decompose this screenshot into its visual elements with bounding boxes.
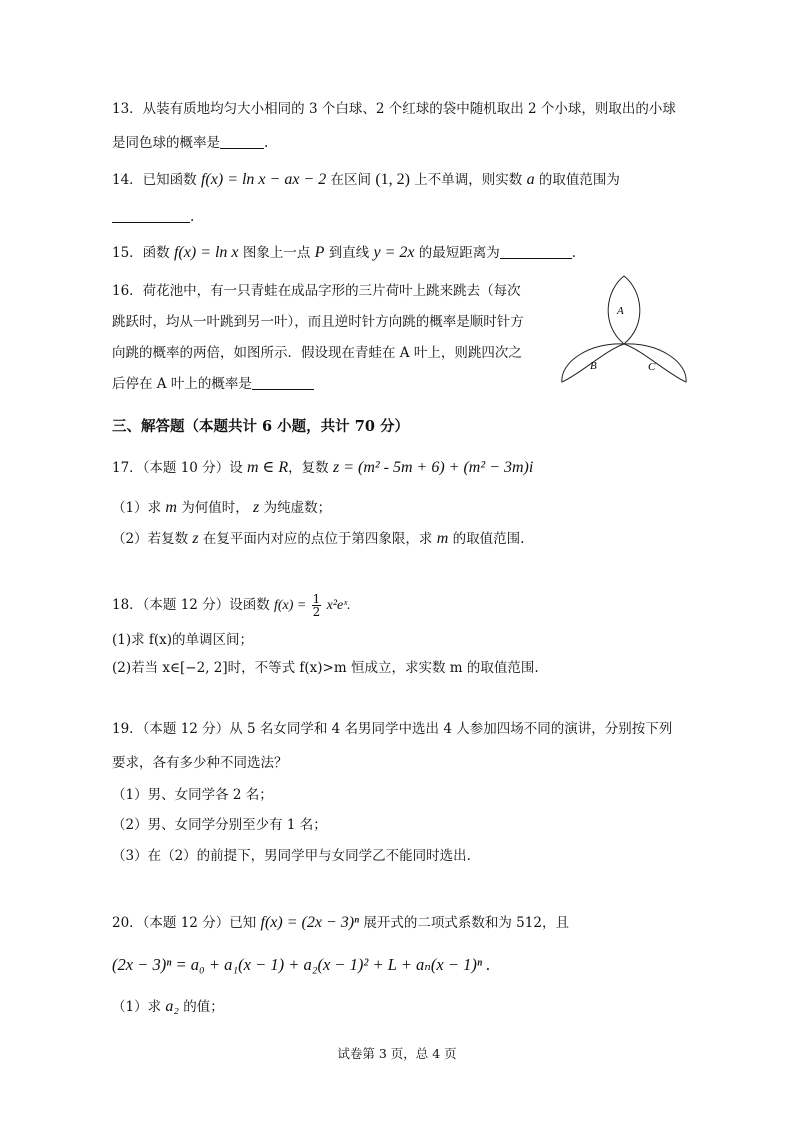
q19-line1: 19．（本题 12 分）从 5 名女同学和 4 名男同学中选出 4 人参加四场不同的演讲，分别按下列 <box>112 721 673 737</box>
q18-part2: (2)若当 x∈[−2, 2]时，不等式 f(x)>m 恒成立，求实数 m 的取值范围. <box>112 660 539 676</box>
q18-formula-lhs: f(x) = <box>274 598 307 613</box>
leaf-b-label: B <box>590 360 597 372</box>
q16-line2: 跳跃时，均从一叶跳到另一叶），而且逆时针方向跳的概率是顺时针方 <box>112 314 524 330</box>
q15-mid: 图象上一点 <box>242 245 311 261</box>
q15-mid2: 到直线 <box>328 245 370 261</box>
q17-p1-prefix: （1）求 <box>112 500 162 516</box>
q20-stem <box>112 914 569 932</box>
leaf-c-label: C <box>648 361 656 373</box>
q17-prefix: 17．（本题 10 分）设 <box>112 460 243 476</box>
q15-prefix: 15．函数 <box>112 245 170 261</box>
q18-prefix: 18．（本题 12 分）设函数 <box>112 597 270 613</box>
q20-p1-prefix: （1）求 <box>112 999 162 1015</box>
q16-line3: 向跳的概率的两倍，如图所示．假设现在青蛙在 A 叶上，则跳四次之 <box>112 345 522 361</box>
q17-p2-prefix: （2）若复数 <box>112 531 189 547</box>
q17-formula: z = (m² - 5m + 6) + (m² − 3m)i <box>332 459 534 476</box>
q14-mid: 在区间 <box>330 172 372 188</box>
q15-tail: 的最短距离为 <box>418 245 500 261</box>
q18-stem <box>112 593 351 618</box>
q14-formula: f(x) = ln x − ax − 2 <box>200 171 327 188</box>
q20-p1-var: a₂ <box>165 998 179 1015</box>
q20-expansion: (2x − 3)ⁿ = a₀ + a₁(x − 1) + a₂(x − 1)² + L + aₙ(x − 1)ⁿ . <box>112 955 491 974</box>
q17-p1-var: m <box>165 499 177 516</box>
page-footer: 试卷第 3 页，总 4 页 <box>337 1046 457 1061</box>
q17-part1 <box>112 499 331 517</box>
q15-answer-blank <box>500 244 572 259</box>
q13-line2-text: 是同色球的概率是 <box>112 135 220 151</box>
q18-frac-den: 2 <box>312 605 321 619</box>
q16-line4 <box>112 375 314 393</box>
q19-part3: （3）在（2）的前提下，男同学甲与女同学乙不能同时选出. <box>112 848 471 864</box>
q15-formula: f(x) = ln x <box>173 244 239 261</box>
q16-answer-blank <box>252 375 314 390</box>
q13-answer-blank <box>220 134 264 149</box>
leaf-a-label: A <box>617 305 624 317</box>
q17-p2-mid: 在复平面内对应的点位于第四象限，求 <box>202 531 433 547</box>
q18-fraction <box>312 593 322 618</box>
q14-suffix: 上不单调，则实数 <box>414 172 523 188</box>
lily-pad-figure <box>556 274 692 388</box>
q20-prefix: 20．（本题 12 分）已知 <box>112 915 257 931</box>
q14-answer-line: . <box>112 208 194 226</box>
q17-p1-z: z <box>253 499 260 516</box>
q16-line4-text: 后停在 A 叶上的概率是 <box>112 376 252 392</box>
q20-formula: f(x) = (2x − 3)ⁿ <box>260 914 360 931</box>
q15-stem: 15．函数 f(x) = ln x 图象上一点 P 到直线 y = 2x 的最短距离为 . <box>112 244 577 261</box>
q14-answer-blank <box>112 208 190 223</box>
q15-line: y = 2x <box>373 244 415 261</box>
q17-p2-tail: 的取值范围. <box>452 531 525 547</box>
q18-frac-num: 1 <box>312 592 321 606</box>
q14-prefix: 14．已知函数 <box>112 172 197 188</box>
q14-var: a <box>526 171 535 188</box>
q20-tail: 展开式的二项式系数和为 512，且 <box>363 915 569 931</box>
leaf-a <box>608 276 640 344</box>
q17-part2 <box>112 530 524 548</box>
section3-heading: 三、解答题（本题共计 6 小题，共计 70 分） <box>112 418 409 435</box>
q13-line1: 13．从装有质地均匀大小相同的 3 个白球、2 个红球的袋中随机取出 2 个小球，则取出的小球 <box>112 101 676 117</box>
q17-p1-tail: 为纯虚数； <box>263 500 332 516</box>
q17-p2-z: z <box>192 530 199 547</box>
q18-part1: (1)求 f(x)的单调区间； <box>112 632 254 648</box>
q15-point: P <box>314 244 325 261</box>
q17-p1-mid: 为何值时， <box>181 500 249 516</box>
q17-p2-var: m <box>436 530 449 547</box>
q13-line2: 是同色球的概率是 . <box>112 135 269 151</box>
q18-formula-rhs: x²eˣ. <box>326 598 351 613</box>
q19-part2: （2）男、女同学分别至少有 1 名； <box>112 817 327 833</box>
q16-line1: 16．荷花池中，有一只青蛙在成品字形的三片荷叶上跳来跳去（每次 <box>112 283 521 299</box>
q17-cond: m ∈ R <box>247 459 289 476</box>
q17-mid: ，复数 <box>288 460 329 476</box>
q14-stem <box>112 171 620 189</box>
q19-line2: 要求，各有多少种不同选法？ <box>112 755 288 771</box>
q19-part1: （1）男、女同学各 2 名； <box>112 787 273 803</box>
q17-stem <box>112 459 533 477</box>
q14-tail: 的取值范围为 <box>538 172 620 188</box>
q20-part1 <box>112 998 224 1016</box>
q14-interval: (1, 2) <box>375 171 410 188</box>
q20-p1-tail: 的值； <box>183 999 224 1015</box>
